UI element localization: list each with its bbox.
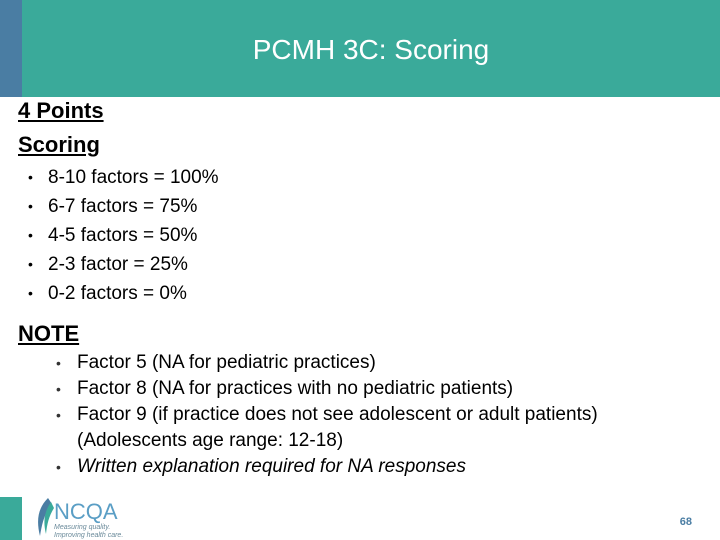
- bullet-icon: •: [28, 198, 33, 214]
- header-accent-bar: [0, 0, 22, 97]
- bullet-icon: •: [28, 227, 33, 243]
- note-list: [56, 350, 706, 480]
- bullet-icon: •: [56, 459, 61, 475]
- list-item: • 6-7 factors = 75%: [28, 192, 219, 221]
- slide-title: PCMH 3C: Scoring: [252, 34, 490, 65]
- bullet-icon: •: [28, 169, 33, 185]
- logo-swoosh-icon: [34, 494, 56, 540]
- list-item: • 0-2 factors = 0%: [28, 279, 219, 308]
- scoring-list: [28, 163, 219, 308]
- bullet-icon: •: [56, 355, 61, 371]
- bullet-icon: •: [56, 407, 61, 423]
- bullet-icon: •: [28, 285, 33, 301]
- logo-tagline: Measuring quality. Improving health care.: [54, 524, 124, 539]
- list-item: • 8-10 factors = 100%: [28, 163, 219, 192]
- note-heading: NOTE: [18, 321, 80, 346]
- list-item: • 4-5 factors = 50%: [28, 221, 219, 250]
- bullet-icon: •: [28, 256, 33, 272]
- list-item: • Factor 5 (NA for pediatric practices): [56, 350, 706, 376]
- bullet-icon: •: [56, 381, 61, 397]
- note-sub-text: (Adolescents age range: 12-18): [77, 430, 344, 451]
- ncqa-logo: [34, 494, 134, 540]
- logo-wordmark: NCQA: [54, 499, 118, 524]
- points-heading: 4 Points: [18, 98, 104, 123]
- list-item: • 2-3 factor = 25%: [28, 250, 219, 279]
- scoring-heading: Scoring: [18, 132, 100, 157]
- footer-accent-bar: [0, 497, 22, 540]
- page-number: 68: [679, 516, 692, 528]
- list-item: • Written explanation required for NA responses: [56, 454, 706, 480]
- list-item: • Factor 8 (NA for practices with no pediatric patients): [56, 376, 706, 402]
- list-item: • Factor 9 (if practice does not see adolescent or adult patients) (Adolescents age range: 12-18): [56, 402, 706, 454]
